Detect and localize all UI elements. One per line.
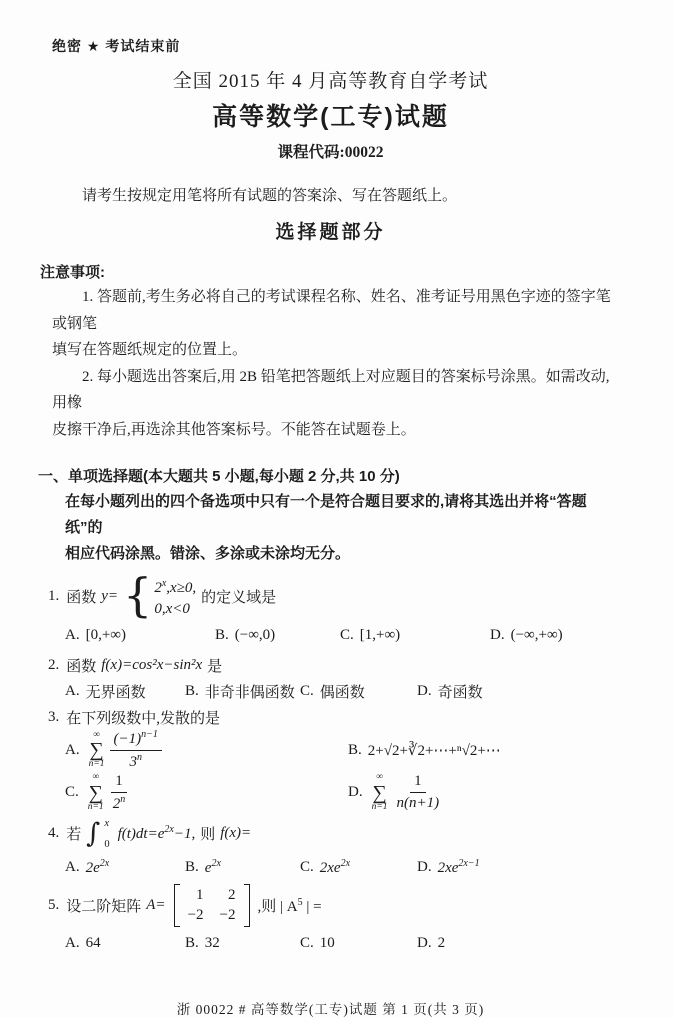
exam-paper [0, 36, 673, 1017]
section-one-heading: 一、单项选择题(本大题共 5 小题,每小题 2 分,共 10 分) [38, 468, 400, 485]
question-number: 2. [48, 656, 60, 673]
matrix-cell: 1 [196, 886, 204, 903]
option-text: 奇函数 [437, 684, 483, 701]
note-line-1: 1. 答题前,考生务必将自己的考试课程名称、姓名、准考证号用黑色字迹的签字笔或钢笔 [52, 289, 611, 332]
option-label: D. [348, 784, 363, 800]
stem-text: 函数 [66, 658, 97, 675]
denominator: 3 [129, 753, 137, 770]
option-c [65, 772, 348, 814]
stem-math: y= [101, 587, 119, 604]
stem-text: 设二阶矩阵 [66, 899, 142, 915]
summation-symbol [89, 731, 105, 770]
option-text: 2 [437, 935, 446, 951]
fraction [109, 772, 130, 814]
option-d [417, 858, 480, 877]
option-label: B. [215, 626, 229, 643]
option-label: A. [65, 682, 80, 699]
answer-instruction: 请考生按规定用笔将所有试题的答案涂、写在答题纸上。 [82, 188, 458, 204]
option-d [417, 681, 483, 702]
option-a [65, 729, 348, 772]
upper-limit: x [104, 817, 110, 829]
integral-limits [104, 818, 109, 850]
denominator: 2 [112, 795, 121, 812]
option-d [417, 935, 445, 952]
stem-text: 函数 [66, 589, 97, 606]
option-text: $2xe^{2x-1}$ [437, 858, 480, 876]
brace-glyph: { [123, 568, 153, 623]
option-label: C. [300, 859, 314, 875]
option-text: $2e^{2x}$ [85, 858, 110, 876]
option-label: A. [65, 859, 80, 875]
fraction [110, 729, 162, 772]
classification-label: 绝密 ★ 考试结束前 [52, 38, 181, 54]
question-3-options-row2 [65, 772, 623, 814]
option-text: 非奇非偶函数 [204, 684, 295, 701]
option-text: 无界函数 [85, 684, 146, 701]
denominator-exponent: n [136, 751, 142, 763]
denominator: n(n+1) [396, 795, 440, 811]
sigma-glyph: ∑ [89, 739, 104, 762]
question-1-stem [48, 568, 623, 623]
question-4-options [65, 856, 623, 880]
numerator: 1 [115, 772, 123, 789]
question-5-stem [48, 882, 623, 930]
option-a [65, 681, 185, 702]
option-label: C. [300, 682, 314, 699]
option-label: D. [417, 682, 432, 699]
option-text: 64 [85, 935, 101, 951]
numerator: (−1) [113, 731, 142, 747]
option-label: D. [490, 626, 505, 643]
lower-limit: 0 [104, 838, 110, 850]
case1-base: 2 [154, 579, 162, 596]
option-c [300, 858, 417, 877]
option-label: C. [300, 935, 314, 951]
sum-upper: ∞ [376, 772, 383, 782]
option-text: 10 [319, 935, 335, 951]
stem-text: 若 [66, 827, 82, 843]
sum-lower: n=1 [371, 801, 388, 812]
option-label: C. [340, 626, 354, 643]
integral-symbol: ∫ [86, 818, 101, 849]
notes-heading: 注意事项: [40, 264, 105, 281]
matrix-right-bracket [244, 884, 250, 928]
note-line-3: 2. 每小题选出答案后,用 2B 铅笔把答题纸上对应题目的答案标号涂黑。如需改动,用橡 [52, 368, 610, 411]
question-3-options-row1 [65, 729, 623, 772]
question-4-stem [48, 816, 623, 852]
option-text: (−∞,+∞) [510, 626, 563, 643]
question-number: 3. [48, 708, 60, 725]
option-text: (−∞,0) [234, 626, 276, 643]
denominator-exponent: n [120, 793, 126, 805]
section-part-title: 选择题部分 [275, 222, 386, 243]
matrix-cell: 2 [228, 886, 236, 903]
numerator: 1 [414, 773, 422, 790]
stem-math: f(x)= [220, 825, 252, 841]
option-label: B. [185, 682, 199, 699]
case2: 0,x<0 [154, 600, 190, 617]
option-text: [1,+∞) [359, 626, 401, 643]
option-b [215, 627, 340, 644]
question-number: 1. [48, 587, 60, 604]
option-b [185, 858, 300, 877]
matrix-cell: −2 [219, 907, 236, 923]
option-a [65, 858, 185, 877]
stem-text: 的定义域是 [201, 589, 277, 606]
option-label: D. [417, 935, 432, 951]
option-c [340, 627, 490, 644]
option-b [185, 681, 300, 702]
sum-upper: ∞ [92, 772, 100, 782]
option-label: A. [65, 935, 80, 951]
page-footer: 浙 00022 # 高等数学(工专)试题 第 1 页(共 3 页) [176, 1001, 485, 1017]
stem-text: 则 [200, 827, 216, 843]
option-d [490, 627, 563, 644]
stem-math: f(x)=cos²x−sin²x [101, 656, 203, 673]
option-label: A. [65, 626, 80, 643]
summation-symbol [372, 773, 388, 812]
stem-math: $f(t)dt=e^{2x}-1$, [117, 824, 196, 842]
question-2-options [65, 679, 623, 703]
sum-upper: ∞ [93, 729, 100, 740]
question-2-stem [48, 653, 623, 677]
option-label: C. [65, 784, 79, 800]
summation-symbol [88, 773, 104, 812]
question-5-options [65, 932, 623, 956]
note-line-4: 皮擦干净后,再选涂其他答案标号。不能答在试题卷上。 [52, 421, 416, 438]
course-code: 课程代码:00022 [277, 144, 384, 161]
case1-condition: ,x≥0, [166, 579, 197, 596]
sum-lower: n=1 [87, 801, 104, 812]
sigma-glyph: ∑ [88, 781, 103, 804]
section-one-instruction-line1: 在每小题列出的四个备选项中只有一个是符合题目要求的,请将其选出并将“答题纸”的 [65, 493, 587, 536]
note-line-2: 填写在答题纸规定的位置上。 [52, 342, 248, 358]
numerator-exponent: n−1 [141, 729, 158, 740]
option-label: B. [185, 935, 199, 951]
option-label: B. [348, 741, 362, 758]
stem-math: ,则 | $A^5$ | = [257, 897, 322, 915]
option-label: A. [65, 741, 80, 758]
option-label: B. [185, 859, 199, 875]
paper-title: 高等数学(工专)试题 [212, 103, 449, 131]
series-expression: 2+√2+∛2+⋯+ⁿ√2+⋯ [367, 742, 501, 759]
sum-lower: n=1 [88, 759, 105, 770]
option-text: 32 [204, 935, 220, 951]
option-label: D. [417, 859, 432, 875]
option-a [65, 627, 215, 644]
fraction [393, 772, 444, 813]
option-c [300, 935, 417, 952]
matrix-cell: −2 [187, 907, 204, 923]
option-text: 偶函数 [319, 684, 365, 701]
exam-session-title: 全国 2015 年 4 月高等教育自学考试 [172, 71, 489, 92]
option-a [65, 935, 185, 952]
section-one-instruction-line2: 相应代码涂黑。错涂、多涂或未涂均无分。 [65, 545, 351, 562]
option-text: $2xe^{2x}$ [319, 858, 351, 876]
option-d [348, 772, 445, 813]
option-b [185, 935, 300, 952]
question-3-stem [48, 705, 623, 729]
question-number: 5. [48, 897, 60, 913]
question-number: 4. [48, 825, 60, 841]
case1-exponent: x [161, 577, 167, 589]
question-1-options [65, 623, 623, 647]
option-text: $e^{2x}$ [204, 858, 221, 876]
matrix [174, 884, 250, 928]
option-b [348, 741, 501, 760]
sigma-glyph: ∑ [372, 781, 387, 804]
stem-text: 在下列级数中,发散的是 [66, 710, 221, 727]
stem-math: A= [146, 897, 166, 913]
option-c [300, 681, 417, 702]
piecewise-function [123, 568, 197, 623]
option-text: [0,+∞) [85, 626, 126, 643]
stem-text: 是 [207, 658, 223, 675]
